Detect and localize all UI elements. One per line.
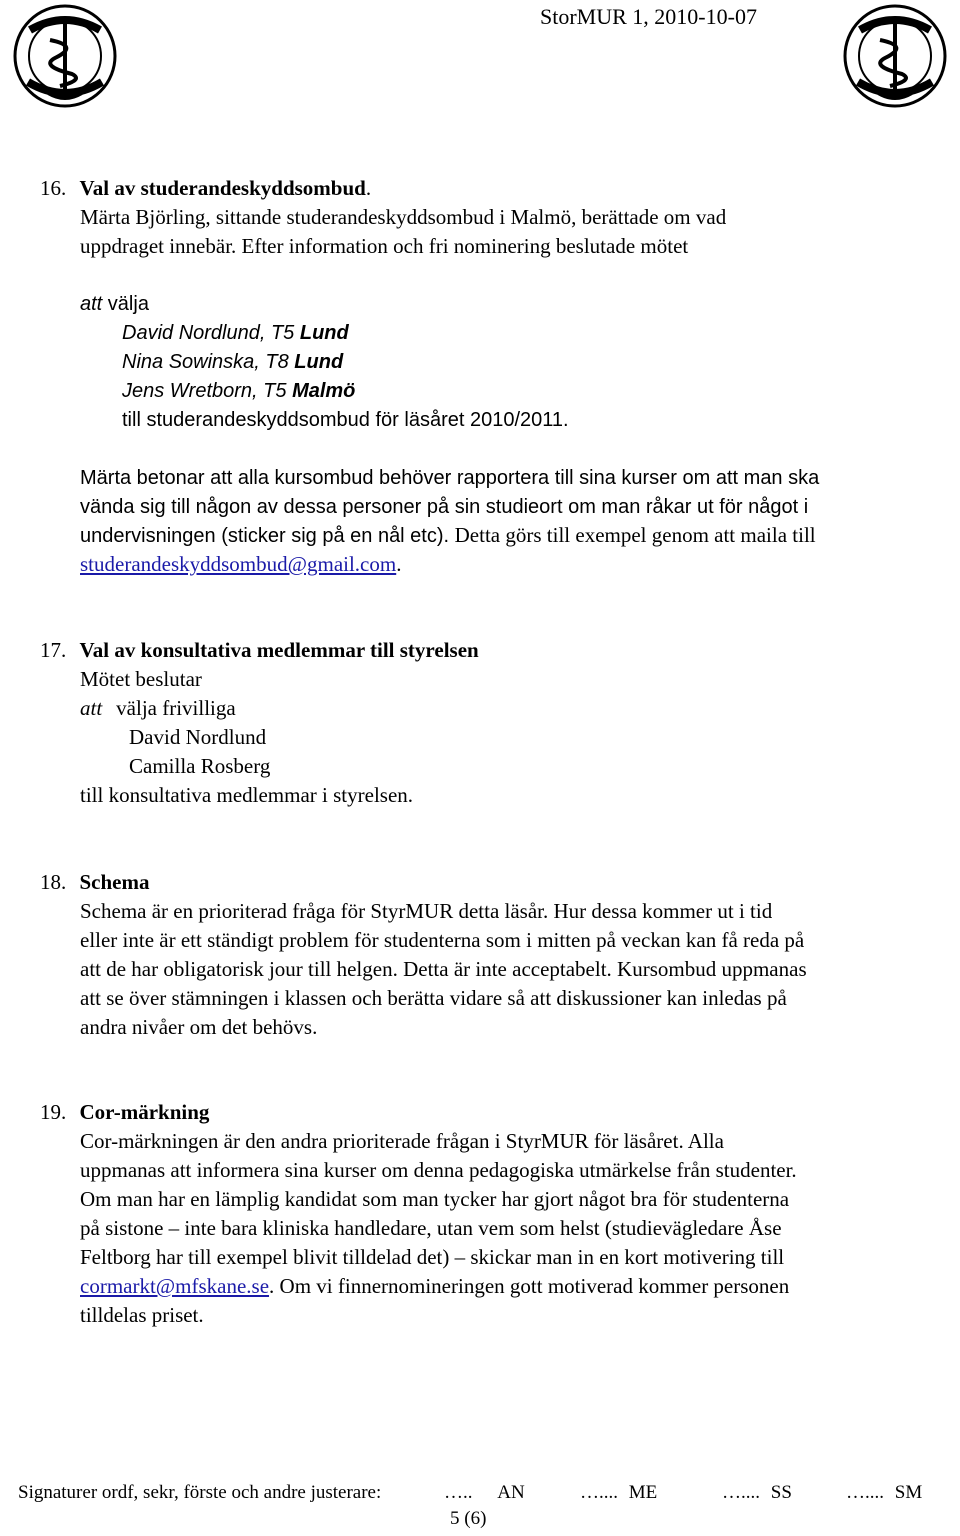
- studerandeskyddsombud-email-link[interactable]: studerandeskyddsombud@gmail.com: [80, 552, 397, 576]
- section-16-note-line-1: Märta betonar att alla kursombud behöver rapportera till sina kurser om att man ska: [80, 467, 820, 489]
- signature-sm-initials: SM: [894, 1482, 923, 1503]
- section-17-title: Val av konsultativa medlemmar till styrelsen: [79, 638, 479, 662]
- signature-ss-initials: SS: [770, 1482, 792, 1503]
- section-16-heading: [40, 174, 371, 203]
- section-19-line-6-rest: . Om vi finnernomineringen gott motiverad kommer personen: [269, 1274, 790, 1298]
- section-18-line-5: andra nivåer om det behövs.: [80, 1015, 318, 1039]
- section-16-number: 16.: [40, 176, 67, 200]
- section-17-choose: välja frivilliga: [116, 696, 236, 720]
- section-18-line-4: att se över stämningen i klassen och berätta vidare så att diskussioner kan inledas på: [80, 986, 787, 1010]
- nominee-2-place: Lund: [294, 351, 344, 373]
- nominee-2-name: Nina Sowinska, T8: [122, 351, 295, 373]
- nominee-2: [122, 348, 343, 377]
- cormarkt-email-link[interactable]: cormarkt@mfskane.se: [80, 1274, 270, 1298]
- section-16-email-line: [80, 550, 401, 579]
- section-18-title: Schema: [79, 870, 150, 894]
- member-2: Camilla Rosberg: [129, 754, 271, 778]
- nominee-1-name: David Nordlund, T5: [122, 322, 300, 344]
- signature-ss-dots: …....: [722, 1482, 760, 1503]
- section-16-role-line: till studerandeskyddsombud för läsåret 2010/2011.: [122, 409, 569, 431]
- nominee-3: [122, 377, 355, 406]
- section-16-note-line-3a: undervisningen (sticker sig på en nål etc).: [80, 525, 455, 547]
- section-16-note-line-3b: Detta görs till exempel genom att maila till: [454, 523, 816, 547]
- nominee-1-place: Lund: [299, 322, 349, 344]
- section-16-title: Val av studerandeskyddsombud: [79, 176, 366, 200]
- section-16-decision: [80, 290, 149, 319]
- section-17-line-1: Mötet beslutar: [80, 667, 202, 691]
- section-18-line-2: eller inte är ett ständigt problem för studenterna som i mitten på veckan kan få reda på: [80, 928, 805, 952]
- section-19-line-5: Feltborg har till exempel blivit tilldelad det) – skickar man in en kort motivering till: [80, 1245, 785, 1269]
- section-19-line-6: [80, 1272, 789, 1301]
- section-19-line-1: Cor-märkningen är den andra prioriterade frågan i StyrMUR för läsåret. Alla: [80, 1129, 724, 1153]
- nominee-3-name: Jens Wretborn, T5: [122, 380, 293, 402]
- signature-sm-dots: …....: [846, 1482, 884, 1503]
- signature-line-label: Signaturer ordf, sekr, förste och andre justerare:: [18, 1482, 382, 1503]
- document-header-title: StorMUR 1, 2010-10-07: [540, 4, 757, 29]
- section-16-paragraph-line-2: uppdraget innebär. Efter information och fri nominering beslutade mötet: [80, 234, 689, 258]
- att-keyword: att: [80, 293, 103, 315]
- section-17-line-3: till konsultativa medlemmar i styrelsen.: [80, 783, 414, 807]
- section-19-title: Cor-märkning: [79, 1100, 210, 1124]
- member-1: David Nordlund: [129, 725, 267, 749]
- section-16-paragraph-line-1: Märta Björling, sittande studerandeskyddsombud i Malmö, berättade om vad: [80, 205, 727, 229]
- section-18-number: 18.: [40, 870, 67, 894]
- section-19-line-4: på sistone – inte bara kliniska handledare, utan vem som helst (studievägledare Åse: [80, 1216, 782, 1240]
- nominee-3-place: Malmö: [292, 380, 356, 402]
- signature-me-dots: …....: [580, 1482, 618, 1503]
- section-19-number: 19.: [40, 1100, 67, 1124]
- section-17-number: 17.: [40, 638, 67, 662]
- left-society-seal-logo: [0, 0, 130, 112]
- signature-me-initials: ME: [628, 1482, 658, 1503]
- section-19-line-7: tilldelas priset.: [80, 1303, 204, 1327]
- section-18-line-1: Schema är en prioriterad fråga för StyrMUR detta läsår. Hur dessa kommer ut i tid: [80, 899, 773, 923]
- email-trailing-dot: .: [396, 552, 402, 576]
- section-16-note-line-2: vända sig till någon av dessa personer på sin studieort om man råkar ut för något i: [80, 496, 809, 518]
- right-society-seal-logo: [830, 0, 960, 112]
- signature-an-initials: AN: [497, 1482, 525, 1503]
- signature-sm: [846, 1482, 922, 1504]
- section-17-decision: [80, 694, 236, 723]
- section-17-heading: [40, 636, 479, 665]
- valja-text: välja: [102, 293, 149, 315]
- section-19-heading: [40, 1098, 209, 1127]
- signature-me: [580, 1482, 657, 1504]
- signature-an-dots: …..: [444, 1482, 473, 1503]
- section-16-title-dot: .: [365, 176, 372, 200]
- section-19-line-3: Om man har en lämplig kandidat som man tycker har gjort något bra för studenterna: [80, 1187, 790, 1211]
- section-18-heading: [40, 868, 150, 897]
- section-19-line-2: uppmanas att informera sina kurser om denna pedagogiska utmärkelse från studenter.: [80, 1158, 797, 1182]
- section-18-line-3: att de har obligatorisk jour till helgen. Detta är inte acceptabelt. Kursombud uppmanas: [80, 957, 807, 981]
- signature-an: [444, 1482, 525, 1504]
- section-16-note-line-3: [80, 521, 816, 551]
- signature-ss: [722, 1482, 792, 1504]
- att-keyword-17: att: [80, 696, 103, 720]
- nominee-1: [122, 319, 349, 348]
- page-number: 5 (6): [450, 1508, 487, 1529]
